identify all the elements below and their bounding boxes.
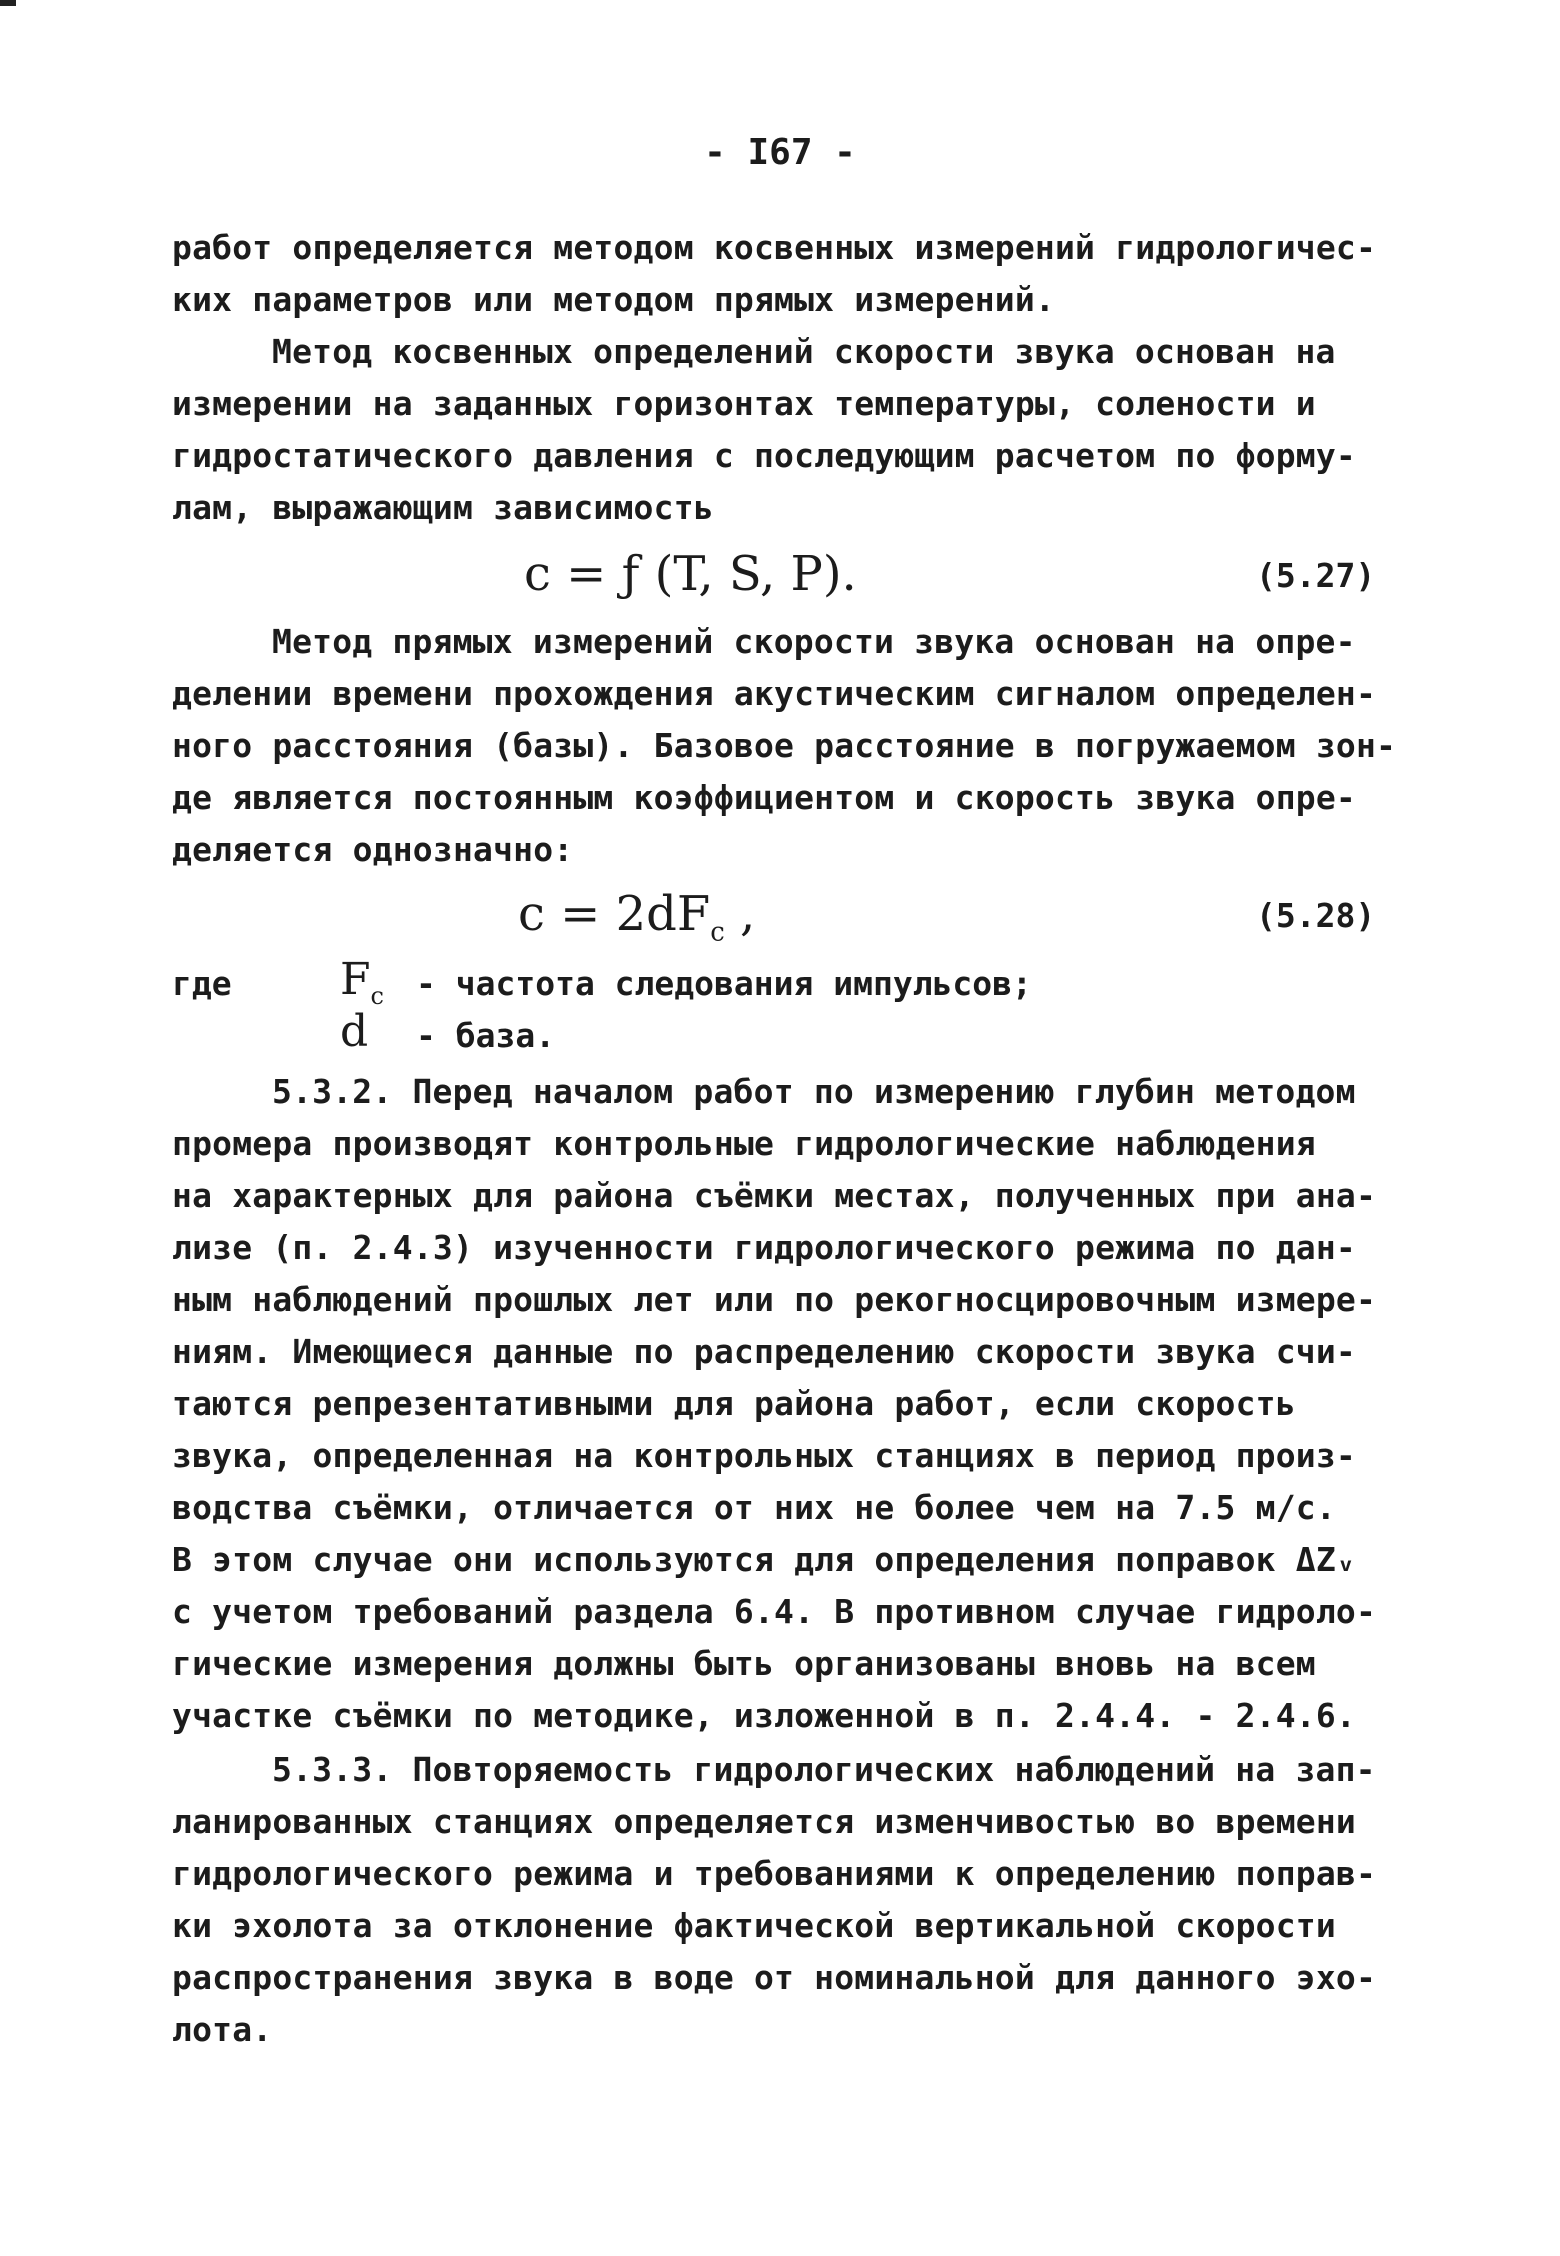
paragraph-3-line: ного расстояния (базы). Базовое расстояние в погружаемом зон- [172, 726, 1397, 765]
paragraph-4-line: таются репрезентативными для района работ, если скорость [172, 1384, 1296, 1423]
paragraph-1-line: работ определяется методом косвенных измерений гидрологичес- [172, 228, 1377, 267]
symbol-Fc-main: F [340, 954, 371, 1005]
paragraph-4-line: звука, определенная на контрольных станциях в период произ- [172, 1436, 1356, 1475]
symbol-d-description: - база. [416, 1016, 556, 1055]
formula-5-28 [518, 884, 755, 963]
paragraph-3-line: де является постоянным коэффициентом и скорость звука опре- [172, 778, 1356, 817]
paragraph-4-line: участке съёмки по методике, изложенной в п. 2.4.4. - 2.4.6. [172, 1696, 1356, 1735]
paragraph-5-line: 5.3.3. Повторяемость гидрологических наблюдений на зап- [272, 1750, 1376, 1789]
paragraph-1-line: ких параметров или методом прямых измерений. [172, 280, 1055, 319]
paragraph-5-line: ланированных станциях определяется изменчивостью во времени [172, 1802, 1356, 1841]
paragraph-5-line: ки эхолота за отклонение фактической вертикальной скорости [172, 1906, 1336, 1945]
formula-5-28-tail: , [724, 886, 756, 942]
paragraph-4-line: В этом случае они используются для определения поправок ΔZᵥ [172, 1540, 1356, 1579]
symbol-Fc-subscript: c [370, 981, 384, 1010]
scan-corner-mark [0, 0, 16, 6]
paragraph-4-line: водства съёмки, отличается от них не более чем на 7.5 м/с. [172, 1488, 1336, 1527]
paragraph-2-line: гидростатического давления с последующим расчетом по форму- [172, 436, 1356, 475]
paragraph-3-line: деляется однозначно: [172, 830, 574, 869]
paragraph-4-line: на характерных для района съёмки местах, полученных при ана- [172, 1176, 1377, 1215]
paragraph-5-line: гидрологического режима и требованиями к определению поправ- [172, 1854, 1377, 1893]
formula-5-28-subscript: c [710, 917, 725, 948]
equation-number-5-27: (5.27) [1256, 556, 1376, 595]
paragraph-5-line: лота. [172, 2010, 273, 2049]
symbol-d [340, 1006, 368, 1058]
paragraph-4-line: промера производят контрольные гидрологические наблюдения [172, 1124, 1316, 1163]
paragraph-4-line: лизе (п. 2.4.3) изученности гидрологического режима по дан- [172, 1228, 1356, 1267]
paragraph-4-line: с учетом требований раздела 6.4. В противном случае гидроло- [172, 1592, 1377, 1631]
page-number: - I67 - [704, 132, 856, 173]
paragraph-4-line: гические измерения должны быть организованы вновь на всем [172, 1644, 1316, 1683]
formula-5-27: c = ƒ (T, S, P). [524, 546, 857, 602]
where-label: где [172, 964, 232, 1003]
paragraph-4-line: ниям. Имеющиеся данные по распределению скорости звука счи- [172, 1332, 1356, 1371]
equation-number-5-28: (5.28) [1256, 896, 1376, 935]
symbol-Fc-description: - частота следования импульсов; [416, 964, 1032, 1003]
paragraph-3-line: Метод прямых измерений скорости звука основан на опре- [272, 622, 1356, 661]
paragraph-4-line: ным наблюдений прошлых лет или по рекогносцировочным измере- [172, 1280, 1377, 1319]
paragraph-3-line: делении времени прохождения акустическим сигналом определен- [172, 674, 1377, 713]
formula-5-28-main: c = 2dF [518, 886, 711, 942]
symbol-d-main: d [340, 1006, 369, 1057]
paragraph-5-line: распространения звука в воде от номинальной для данного эхо- [172, 1958, 1377, 1997]
paragraph-2-line: Метод косвенных определений скорости звука основан на [272, 332, 1336, 371]
paragraph-4-line: 5.3.2. Перед началом работ по измерению глубин методом [272, 1072, 1356, 1111]
paragraph-2-line: лам, выражающим зависимость [172, 488, 714, 527]
paragraph-2-line: измерении на заданных горизонтах температуры, солености и [172, 384, 1316, 423]
